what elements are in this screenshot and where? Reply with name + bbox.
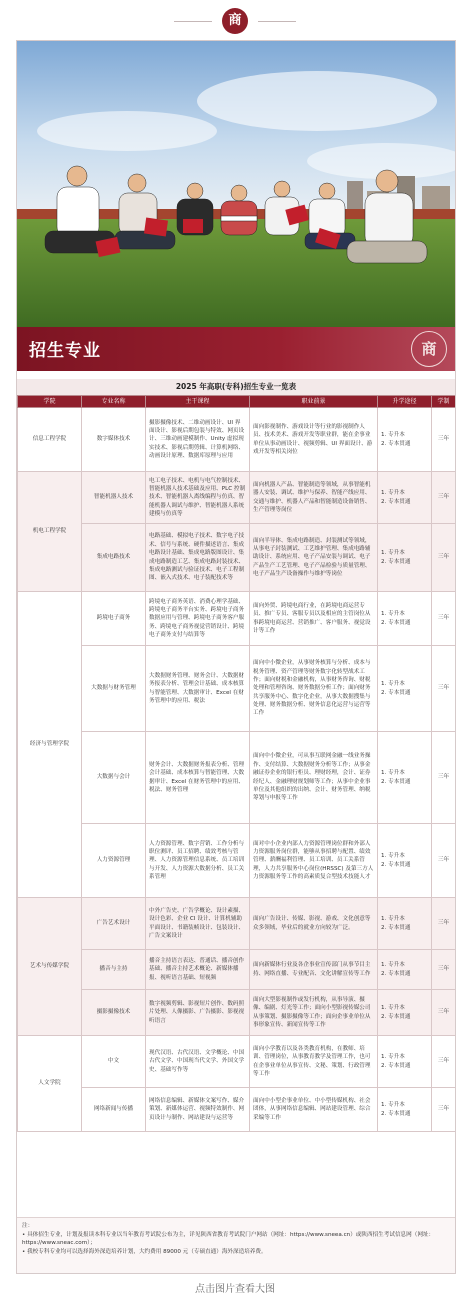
header-years: 学制 bbox=[432, 396, 456, 408]
major-name-cell: 跨境电子商务 bbox=[82, 592, 146, 646]
major-name-cell: 大数据与财务管理 bbox=[82, 646, 146, 732]
table-row bbox=[18, 1036, 456, 1088]
years-cell: 三年 bbox=[432, 1088, 456, 1132]
table-row bbox=[18, 950, 456, 990]
years-cell: 三年 bbox=[432, 950, 456, 990]
career-cell: 面对中小企业内部人力资源管理岗位群和外部人力资源服务岗位群，能够从事招聘与配置、绩效管理、薪酬福利管理、员工培训、员工关系管理，人力共享服务中心岗位(HRSSC) 及第三方人力资源服务等工作的高素质复合型技术技能人才 bbox=[250, 824, 378, 898]
section-banner bbox=[17, 327, 455, 371]
view-larger-caption[interactable]: 点击图片查看大图 bbox=[195, 1284, 275, 1295]
courses-cell: 现代汉语、古代汉语、文学概论、中国古代文学、中国现当代文学、外国文学史、基础写作等 bbox=[146, 1036, 250, 1088]
major-name-cell: 大数据与会计 bbox=[82, 732, 146, 824]
path-cell: 1. 专升本 2. 专本贯通 bbox=[378, 1036, 432, 1088]
courses-cell: 中外广告史、广告学概论、设计素描、设计色彩、企业 CI 设计、计算机辅助平面设计、书籍装帧设计、包装设计、广告文案设计 bbox=[146, 898, 250, 950]
college-cell: 人文学院 bbox=[18, 1036, 82, 1132]
years-cell: 三年 bbox=[432, 524, 456, 592]
career-cell: 面向广告设计、传媒、影视、游戏、文化创意等众多领域，毕业后的就业方向较为广泛。 bbox=[250, 898, 378, 950]
header-major: 专业名称 bbox=[82, 396, 146, 408]
years-cell: 三年 bbox=[432, 824, 456, 898]
top-emblem bbox=[0, 4, 470, 38]
divider-left bbox=[174, 21, 212, 22]
header-career: 职业前景 bbox=[250, 396, 378, 408]
path-cell: 1. 专升本 2. 专本贯通 bbox=[378, 824, 432, 898]
career-cell: 面向中小微企业，可从事互联网金融一线业务操作、支付结算、大数据财务分析等工作；从事金融证券企业的银行柜员、理财经理，会计、证券经纪人、金融理财规划师等工作；从事中企业事单位及其他组织的出纳、会计、财务管理、纳税筹划与申报等工作 bbox=[250, 732, 378, 824]
major-name-cell: 中文 bbox=[82, 1036, 146, 1088]
career-cell: 面向半导体、集成电路制造、封装测试等领域，从事电子封装测试、工艺维护管理、集成电路辅助设计、系统应用、电子产品安装与调试、电子产品生产工艺管理、电子产品检验与质量管理、电子产品生产设备操作与维护等岗位 bbox=[250, 524, 378, 592]
years-cell: 三年 bbox=[432, 408, 456, 472]
courses-cell: 大数据财务管理、财务会计、大数据财务报表分析、管理会计基础、成本核算与智能管理、大数据审计、Excel 在财务管理中的应用、税法 bbox=[146, 646, 250, 732]
major-name-cell: 网络新闻与传播 bbox=[82, 1088, 146, 1132]
path-cell: 1. 专升本 2. 专本贯通 bbox=[378, 472, 432, 524]
courses-cell: 电路基础、模拟电子技术、数字电子技术、信号与系统、硬件描述语言、集成电路设计基础、集成电路版图设计、集成电路制造工艺、集成电路封装技术、集成电路测试与验证技术、电子工程制图、嵌入式技术、电子装配技术等 bbox=[146, 524, 250, 592]
years-cell: 三年 bbox=[432, 732, 456, 824]
table-row bbox=[18, 990, 456, 1036]
table-title: 2025 年高职(专科)招生专业一览表 bbox=[17, 379, 455, 395]
years-cell: 三年 bbox=[432, 990, 456, 1036]
college-cell: 经济与管理学院 bbox=[18, 592, 82, 898]
divider-right bbox=[258, 21, 296, 22]
students-photo-illustration bbox=[17, 41, 455, 327]
school-logo-icon: 商 bbox=[411, 331, 447, 367]
college-cell: 信息工程学院 bbox=[18, 408, 82, 472]
table-row bbox=[18, 592, 456, 646]
path-cell: 1. 专升本 2. 专本贯通 bbox=[378, 990, 432, 1036]
career-cell: 面向中小微企业，从事财务核算与分析、成本与税务管理、资产管理等财务数字化转型战术工作；面向财税和金融机构，从事财务咨询、财税处理和管理咨询、财务数据分析工作；面向财务共享服务中心、数字化企业，从事大数据搜集与处理、财务数据分析、财务信息化运营与运营等工作 bbox=[250, 646, 378, 732]
courses-cell: 播音主持语言表达、普通话、播音创作基础、播音主持艺术概论、新媒体播报、视听语言基础、短视频 bbox=[146, 950, 250, 990]
major-name-cell: 摄影摄像技术 bbox=[82, 990, 146, 1036]
major-name-cell: 智能机器人技术 bbox=[82, 472, 146, 524]
courses-cell: 摄影摄像技术、二维动画设计、UI 界面设计、影视后期包装与特效、网页设计、三维动画建模制作、Unity 虚拟现实技术、影视后期剪辑、计算机网络、动画设计原理、数据库原理与应用 bbox=[146, 408, 250, 472]
career-cell: 面向新媒体行业及各企事业宣传部门从事节目主持、网络直播、专业配音、文化讲解宣传等工作 bbox=[250, 950, 378, 990]
career-cell: 面向大型影视制作或发行机构，从事导演、摄像、编剧、灯光等工作；面向小型影视传媒公司从事策划、摄影摄像等工作；面向企事业单位从事形象宣传、新闻宣传等工作 bbox=[250, 990, 378, 1036]
courses-cell: 数字视频剪辑、影视短片创作、数码照片处理、人像摄影、广告摄影、影视视听语言 bbox=[146, 990, 250, 1036]
header-college: 学院 bbox=[18, 396, 82, 408]
footnote bbox=[17, 1217, 455, 1273]
table-row bbox=[18, 646, 456, 732]
career-cell: 面向机器人产品、智能制造等领域，从事智能机器人安装、调试、维护与保养、智能产线应用、交通与维护、机器人产品和智能制造设备销售、生产管理等岗位 bbox=[250, 472, 378, 524]
footnote-label: 注： bbox=[22, 1223, 34, 1229]
table-row bbox=[18, 472, 456, 524]
major-name-cell: 播音与主持 bbox=[82, 950, 146, 990]
section-title: 招生专业 bbox=[29, 341, 101, 361]
footnote-line-2: • 我校专科专业均可以选择海外深造培养计划，大约费用 89000 元（专硕直通）海外深造培养费。 bbox=[22, 1248, 267, 1255]
footnote-line-1: • 具体招生专业，计划及报读本科专业以当年教育考试院公布为主，详见陕西省教育考试院门户网站（网址：https://www.sneea.cn）或陕西招生考试信息网（网址：https://www.sneac.com）； bbox=[22, 1231, 435, 1247]
path-cell: 1. 专升本 2. 专本贯通 bbox=[378, 592, 432, 646]
header-path: 升学途径 bbox=[378, 396, 432, 408]
path-cell: 1. 专升本 2. 专本贯通 bbox=[378, 408, 432, 472]
table-row bbox=[18, 824, 456, 898]
table-row bbox=[18, 408, 456, 472]
years-cell: 三年 bbox=[432, 1036, 456, 1088]
path-cell: 1. 专升本 2. 专本贯通 bbox=[378, 524, 432, 592]
career-cell: 面向外贸、跨境电商行业，在跨境电商运营专员、推广专员、客服专员以及相应的主管岗位从事跨境电商运营、营销推广、客户服务、视觉设计等工作 bbox=[250, 592, 378, 646]
students-photo[interactable] bbox=[17, 41, 455, 327]
courses-cell: 网络信息编辑、新媒体文案写作、媒介策划、新媒体运营、视频特效制作、网页设计与制作、网站建设与运营等 bbox=[146, 1088, 250, 1132]
content-card bbox=[16, 40, 456, 1274]
major-name-cell: 人力资源管理 bbox=[82, 824, 146, 898]
courses-cell: 财务会计、大数据财务报表分析、管理会计基础、成本核算与智能管理、大数据审计、Excel 在财务管理中的应用、税法、财务管理 bbox=[146, 732, 250, 824]
table-header-row bbox=[18, 396, 456, 408]
years-cell: 三年 bbox=[432, 646, 456, 732]
major-name-cell: 广告艺术设计 bbox=[82, 898, 146, 950]
path-cell: 1. 专升本 2. 专本贯通 bbox=[378, 732, 432, 824]
table-row bbox=[18, 524, 456, 592]
major-name-cell: 数字媒体技术 bbox=[82, 408, 146, 472]
major-name-cell: 集成电路技术 bbox=[82, 524, 146, 592]
courses-cell: 电工电子技术、电机与电气控制技术、智能机器人技术基础及应用、PLC 控制技术、智能机器人离线编程与仿真、智能机器人调试与维护、智能机器人系统建模与仿真等 bbox=[146, 472, 250, 524]
table-row bbox=[18, 1088, 456, 1132]
courses-cell: 跨境电子商务英语、消费心理学基础、跨境电子商务平台实务、跨境电子商务数据应用与管理、跨境电子商务客户服务、跨境电子商务视觉营销设计、跨境电子商务支付与结算等 bbox=[146, 592, 250, 646]
path-cell: 1. 专升本 2. 专本贯通 bbox=[378, 898, 432, 950]
career-cell: 面向小学教育以及各类教育机构，在教师、培训、管理岗位，从事教育教学及管理工作，也可在企事业单位从事宣传、文秘、策划、行政管理等工作 bbox=[250, 1036, 378, 1088]
table-row bbox=[18, 732, 456, 824]
table-row bbox=[18, 898, 456, 950]
path-cell: 1. 专升本 2. 专本贯通 bbox=[378, 646, 432, 732]
years-cell: 三年 bbox=[432, 592, 456, 646]
path-cell: 1. 专升本 2. 专本贯通 bbox=[378, 1088, 432, 1132]
header-courses: 主干课程 bbox=[146, 396, 250, 408]
college-cell: 机电工程学院 bbox=[18, 472, 82, 592]
years-cell: 三年 bbox=[432, 472, 456, 524]
college-cell: 艺术与传媒学院 bbox=[18, 898, 82, 1036]
career-cell: 面向影视制作、游戏设计等行业的影视制作人员、技术美术、游戏开发等职业群，能在企事业单位从事动画设计、视频剪辑、UI 界面设计、游戏开发等相关岗位 bbox=[250, 408, 378, 472]
years-cell: 三年 bbox=[432, 898, 456, 950]
career-cell: 面向中小型企事业单位、中小型传媒机构、社会团体，从事网络信息编辑、网站建设管理、综合采编等工作 bbox=[250, 1088, 378, 1132]
courses-cell: 人力资源管理、数字营销、工作分析与职位测评、员工招聘、绩效考核与管理、人力资源管理信息系统、员工培训与开发、人力资源大数据分析、员工关系管理 bbox=[146, 824, 250, 898]
path-cell: 1. 专升本 2. 专本贯通 bbox=[378, 950, 432, 990]
majors-table bbox=[17, 395, 456, 1132]
school-seal-icon: 商 bbox=[222, 8, 248, 34]
